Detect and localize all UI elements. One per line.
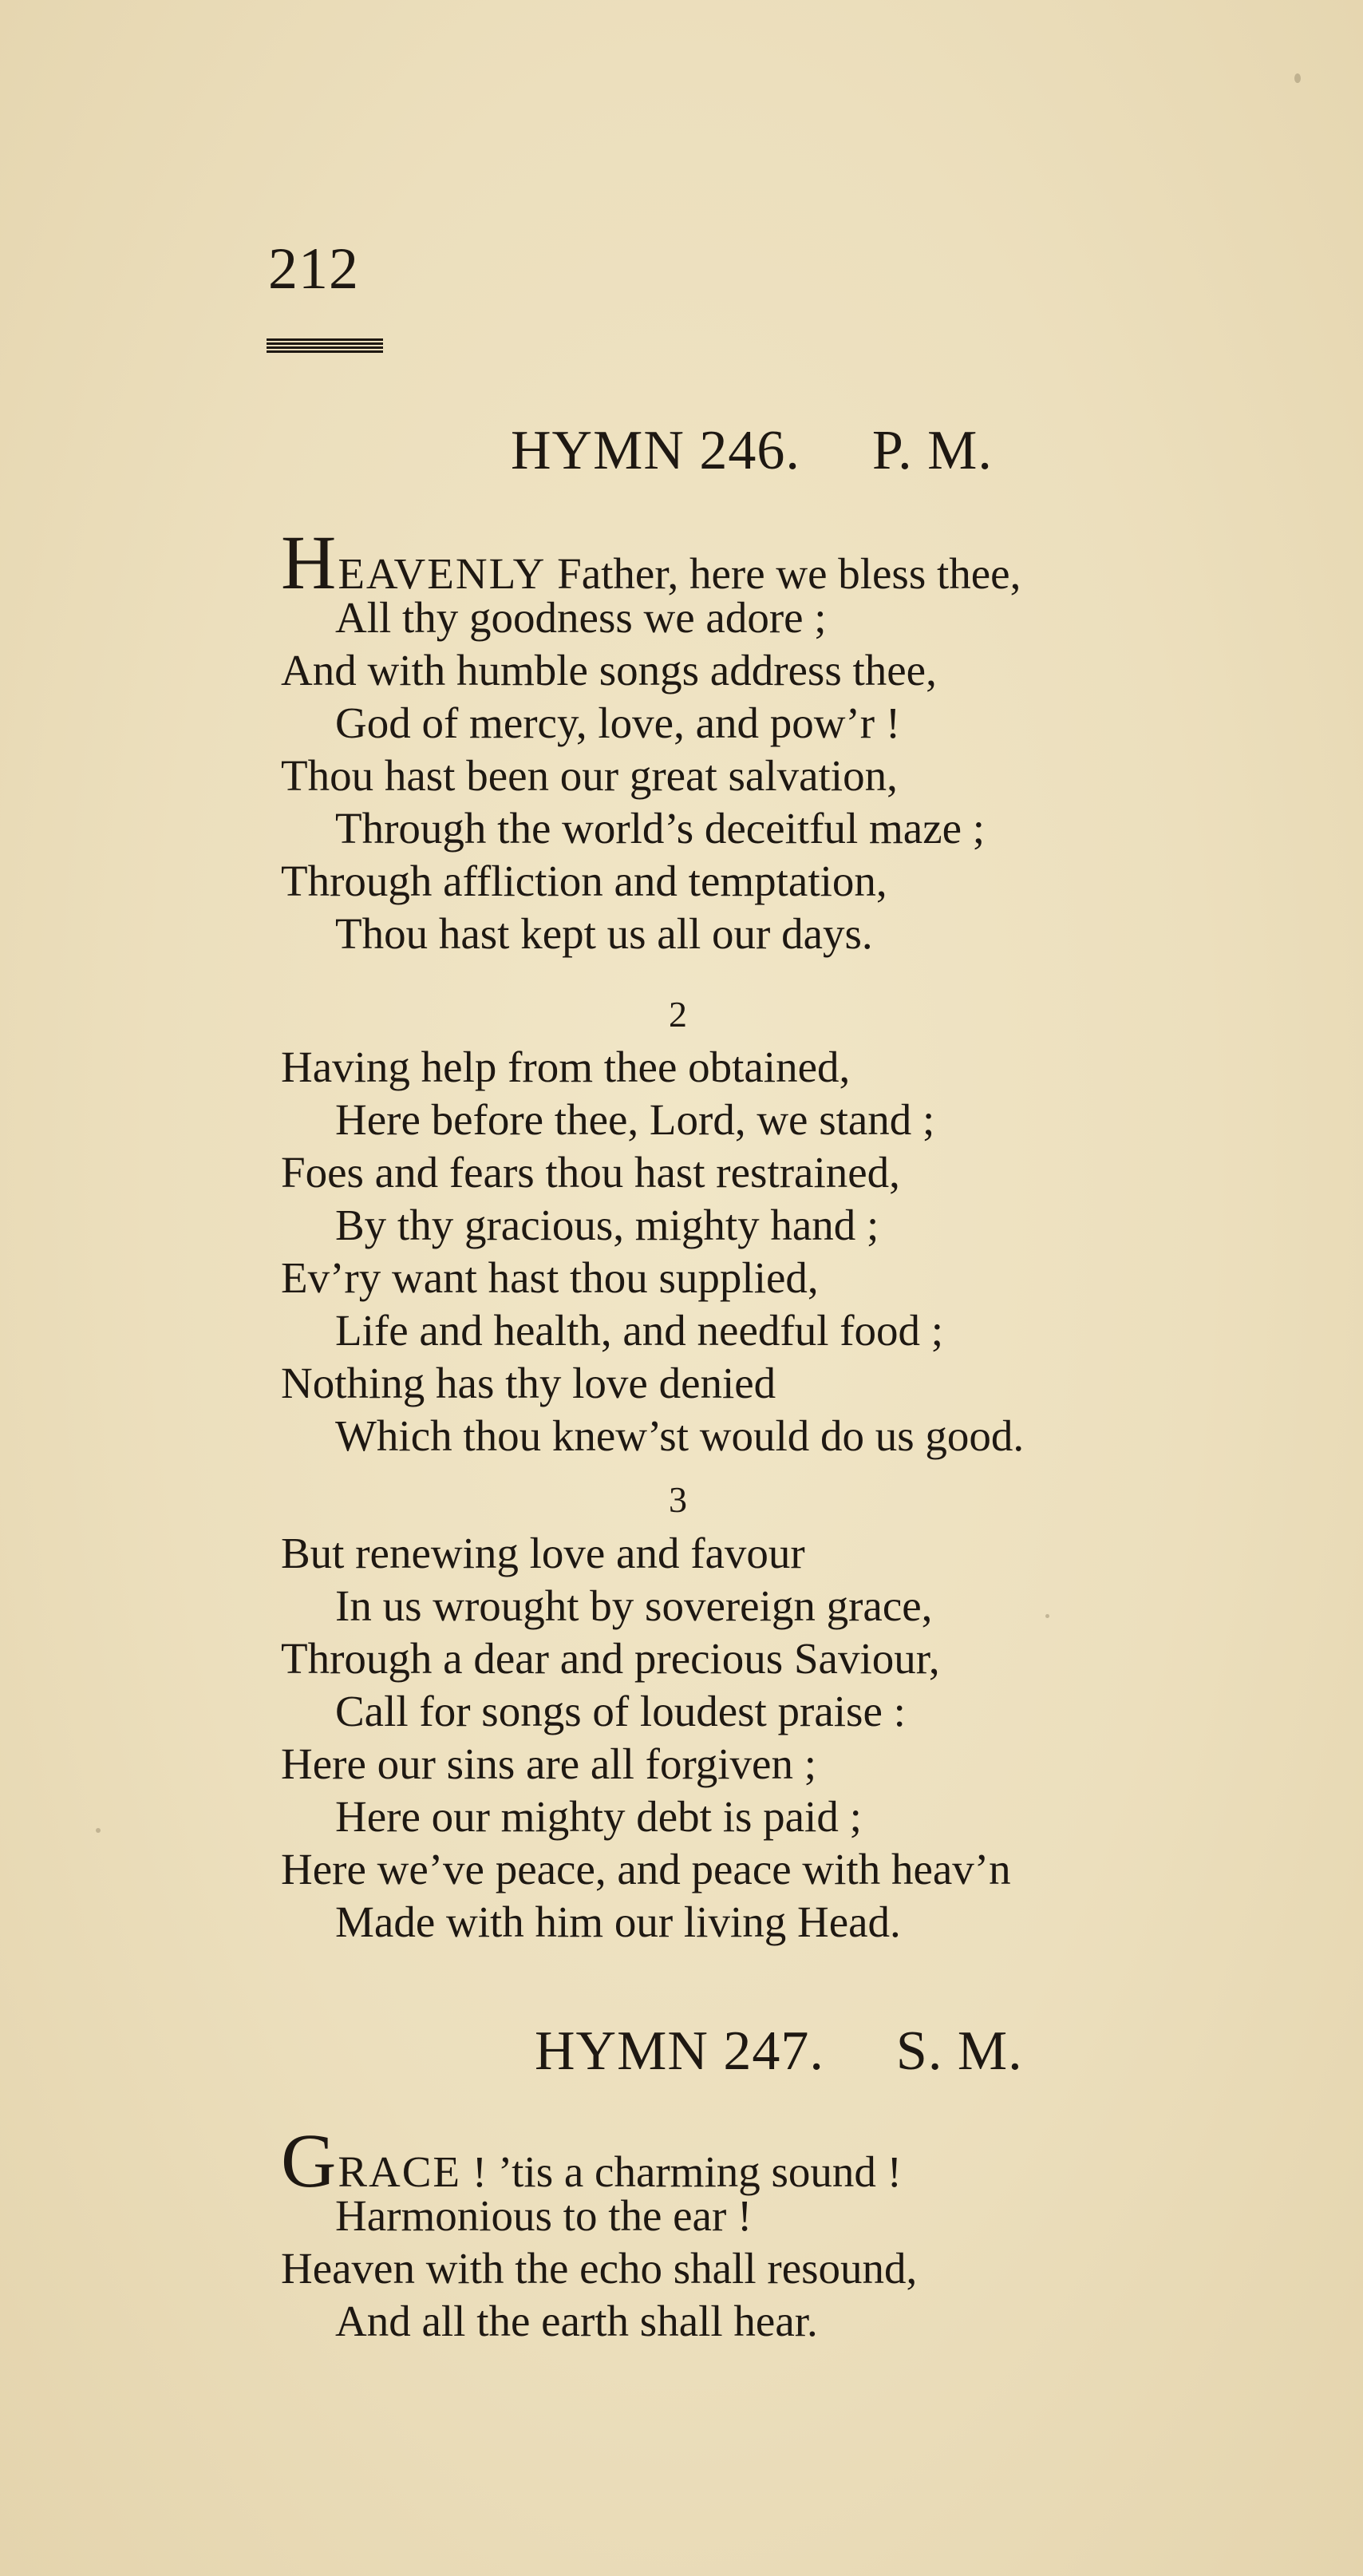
verse-line: Through affliction and temptation, <box>281 857 887 905</box>
verse-line: Which thou knew’st would do us good. <box>335 1411 1025 1460</box>
hymn-meter: S. M. <box>895 2020 1023 2082</box>
verse-line: Here our mighty debt is paid ; <box>335 1792 862 1841</box>
small-caps-word: EAVENLY <box>338 549 547 598</box>
hymn-meter: P. M. <box>871 420 993 481</box>
stanza <box>281 1527 1278 1949</box>
hymn-title: HYMN 246. <box>511 420 800 481</box>
stanza-number: 2 <box>669 994 687 1035</box>
verse-line: Having help from thee obtained, <box>281 1043 851 1091</box>
verse-line: Foes and fears thou hast restrained, <box>281 1148 900 1197</box>
hymn-heading <box>511 420 993 481</box>
verse-line: Call for songs of loudest praise : <box>335 1687 906 1735</box>
verse-line: Through the world’s deceitful maze ; <box>335 804 986 853</box>
stanza-number: 3 <box>669 1479 687 1520</box>
verse-line: God of mercy, love, and pow’r ! <box>335 698 901 747</box>
verse-line: Through a dear and precious Saviour, <box>281 1634 940 1683</box>
verse-line: Here we’ve peace, and peace with heav’n <box>281 1845 1011 1893</box>
stanza <box>281 520 1278 960</box>
verse-line: Thou hast been our great salvation, <box>281 751 898 800</box>
small-caps-word: RACE <box>338 2147 462 2196</box>
verse-line: All thy goodness we adore ; <box>335 593 827 642</box>
line-text: Father, here we bless thee, <box>546 549 1021 598</box>
verse-line: But renewing love and favour <box>281 1529 805 1577</box>
verse-line: Nothing has thy love denied <box>281 1359 776 1407</box>
paper-speck <box>1294 73 1301 83</box>
header-rule <box>267 338 383 354</box>
verse-line: Made with him our living Head. <box>335 1897 901 1946</box>
verse-line: Life and health, and needful food ; <box>335 1306 944 1355</box>
stanza <box>281 1041 1278 1462</box>
verse-line <box>281 2118 1278 2203</box>
drop-cap-initial: H <box>281 520 337 605</box>
verse-line: In us wrought by sovereign grace, <box>335 1581 933 1630</box>
verse-line: Heaven with the echo shall resound, <box>281 2244 918 2293</box>
paper-speck <box>96 1828 101 1833</box>
verse-line: Ev’ry want hast thou supplied, <box>281 1253 819 1302</box>
hymn-heading <box>535 2020 1023 2082</box>
verse-line: Here before thee, Lord, we stand ; <box>335 1095 935 1144</box>
verse-line: By thy gracious, mighty hand ; <box>335 1201 879 1249</box>
verse-line: Harmonious to the ear ! <box>335 2191 753 2240</box>
verse-line: Thou hast kept us all our days. <box>335 909 873 958</box>
page-number: 212 <box>268 236 359 302</box>
line-text: ! ’tis a charming sound ! <box>461 2147 902 2196</box>
drop-cap-initial: G <box>281 2118 337 2203</box>
verse-line: Here our sins are all forgiven ; <box>281 1739 816 1788</box>
hymn-title: HYMN 247. <box>535 2020 824 2082</box>
stanza <box>281 2118 1278 2348</box>
verse-line: And with humble songs address thee, <box>281 646 937 694</box>
verse-line: And all the earth shall hear. <box>335 2297 818 2345</box>
verse-line <box>281 520 1278 605</box>
